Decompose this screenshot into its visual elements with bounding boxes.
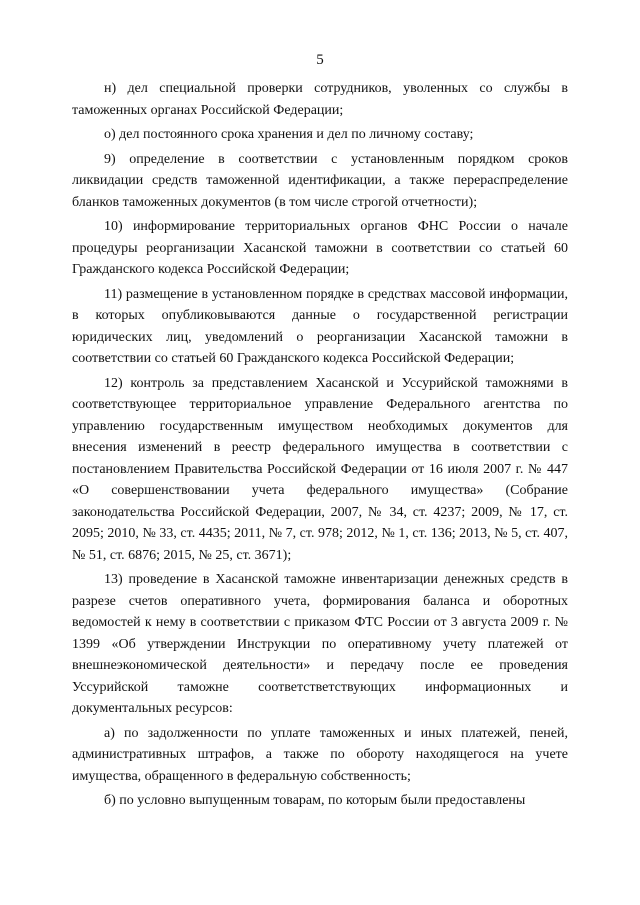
paragraph-9: 9) определение в соответствии с установленным порядком сроков ликвидации средств таможенной идентификации, а также перераспределение бланков таможенных документов (в том числе строгой отчетности); bbox=[72, 151, 568, 210]
paragraph-13: 13) проведение в Хасанской таможне инвентаризации денежных средств в разрезе счетов оперативного учета, формирования баланса и оборотных ведомостей к нему в соответствии с приказом ФТС России от 3 августа 2009 г. № 1399 «Об утверждении Инструкции по оперативному учету платежей от внешнеэкономической деятельности» и передачу после ее проведения Уссурийской таможне соответстветствующих информационных и документальных ресурсов: bbox=[72, 572, 568, 716]
paragraph-12: 12) контроль за представлением Хасанской и Уссурийской таможнями в соответствующее территориальное управление Федерального агентства по управлению государственным имуществом необходимых документов для внесения изменений в реестр федерального имущества в соответствии с постановлением Правительства Российской Федерации от 16 июля 2007 г. № 447 «О совершенствовании учета федерального имущества» (Собрание законодательства Российской Федерации, 2007, № 34, ст. 4237; 2009, № 17, ст. 2095; 2010, № 33, ст. 4435; 2011, № 7, ст. 978; 2012, № 1, ст. 136; 2013, № 5, ст. 407, № 51, ст. 6876; 2015, № 25, ст. 3671); bbox=[72, 375, 568, 563]
paragraph-a: а) по задолженности по уплате таможенных и иных платежей, пеней, административных штрафов, а также по обороту находящегося на учете имущества, обращенного в федеральную собственность; bbox=[72, 725, 568, 784]
paragraph-o: о) дел постоянного срока хранения и дел по личному составу; bbox=[104, 127, 474, 142]
paragraph-n: н) дел специальной проверки сотрудников, уволенных со службы в таможенных органах Российской Федерации; bbox=[72, 81, 568, 118]
page-number: 5 bbox=[316, 52, 324, 68]
paragraph-11: 11) размещение в установленном порядке в средствах массовой информации, в которых опубликовываются данные о государственной регистрации юридических лиц, уведомлений о реорганизации Хасанской таможни в соответствии со статьей 60 Гражданского кодекса Российской Федерации; bbox=[72, 286, 568, 366]
paragraph-10: 10) информирование территориальных органов ФНС России о начале процедуры реорганизации Хасанской таможни в соответствии со статьей 60 Гражданского кодекса Российской Федерации; bbox=[72, 219, 568, 277]
document-body bbox=[72, 78, 568, 815]
paragraph-b: б) по условно выпущенным товарам, по которым были предоставлены bbox=[104, 793, 526, 808]
